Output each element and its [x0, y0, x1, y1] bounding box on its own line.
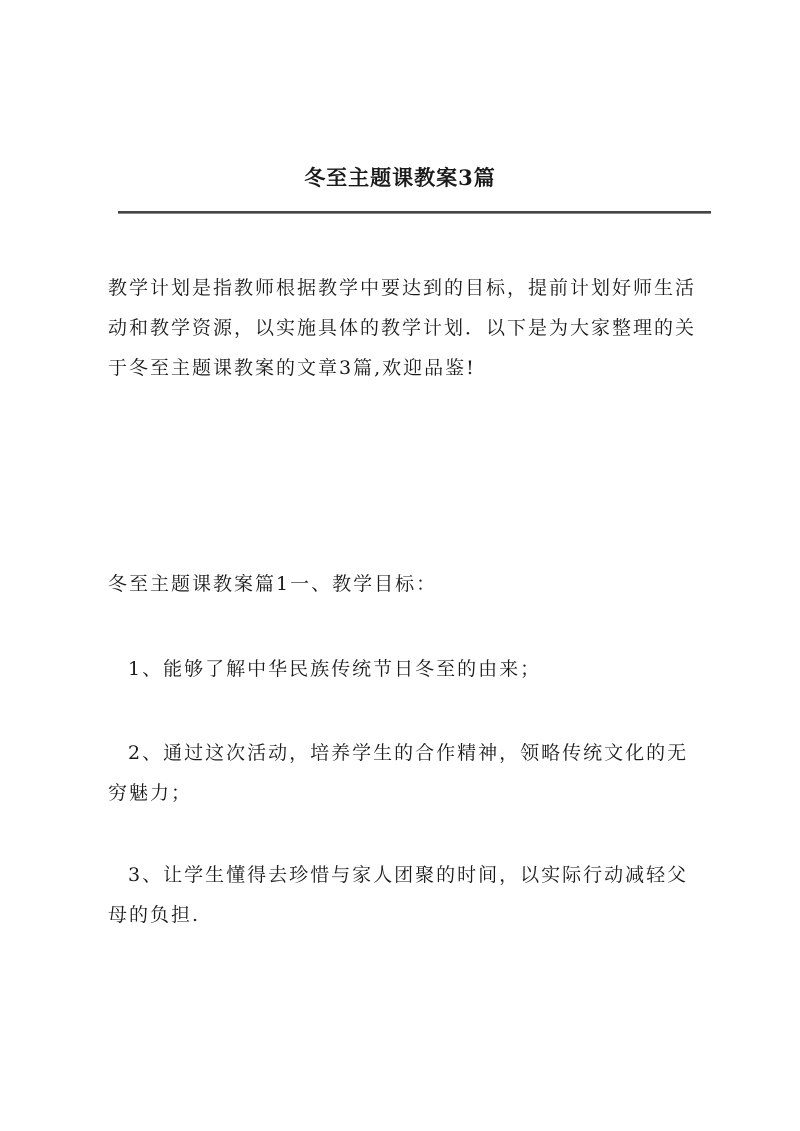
intro-paragraph: 教学计划是指教师根据教学中要达到的目标，提前计划好师生活动和教学资源，以实施具体的教学计划．以下是为大家整理的关于冬至主题课教案的文章3篇,欢迎品鉴!	[108, 277, 697, 379]
objective-item-2: 2、通过这次活动，培养学生的合作精神，领略传统文化的无穷魅力；	[108, 742, 689, 804]
objective-item-1: 1、能够了解中华民族传统节日冬至的由来；	[128, 658, 542, 680]
document-title: 冬至主题课教案3篇	[304, 165, 496, 190]
title-divider	[118, 211, 711, 214]
objective-item-3: 3、让学生懂得去珍惜与家人团聚的时间，以实际行动减轻父母的负担.	[108, 864, 689, 926]
section-heading: 冬至主题课教案篇1一、教学目标：	[108, 573, 438, 595]
